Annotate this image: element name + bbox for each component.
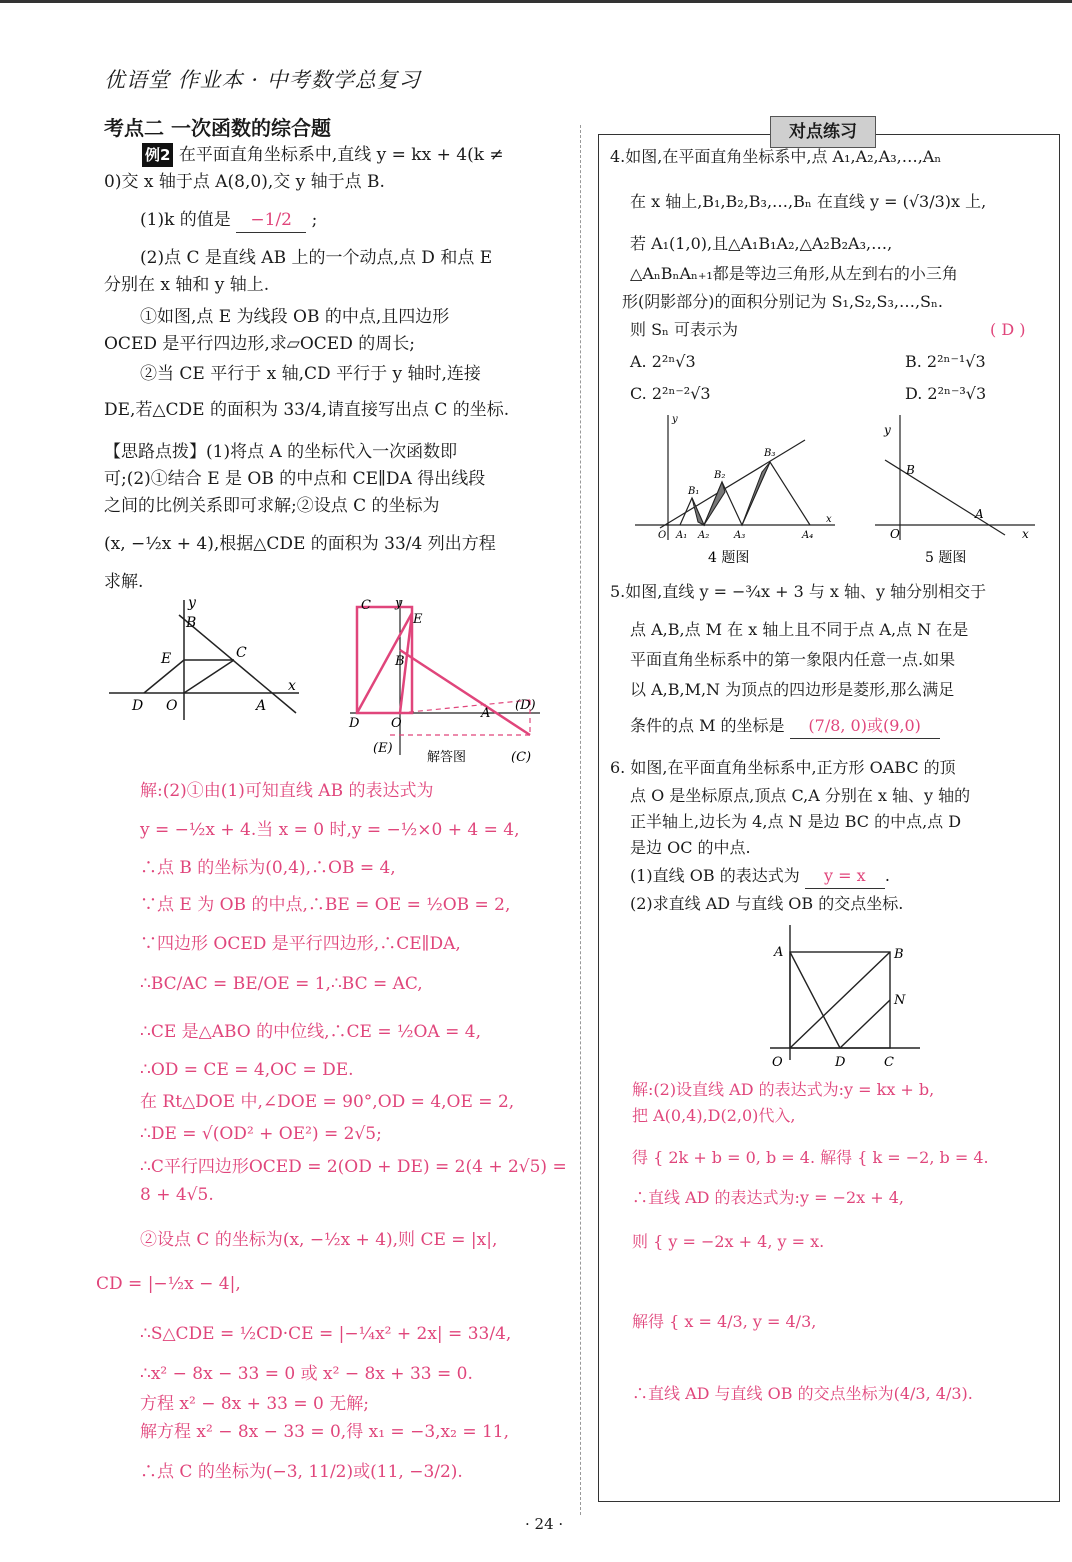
sol-line-6: ∴BC/AC = BE/OE = 1,∴BC = AC, xyxy=(140,974,423,994)
figure-5 xyxy=(870,410,1040,570)
svg-text:y: y xyxy=(884,423,891,437)
svg-text:B: B xyxy=(186,615,197,631)
svg-text:y: y xyxy=(188,595,196,611)
q4-line-6: 则 Sₙ 可表示为 xyxy=(630,320,739,339)
svg-text:D: D xyxy=(835,1055,846,1070)
q4-line-4: △AₙBₙAₙ₊₁都是等边三角形,从左到右的小三角 xyxy=(630,264,958,283)
page-header: 优语堂 作业本 · 中考数学总复习 xyxy=(104,68,421,92)
question-1 xyxy=(140,208,317,233)
figure-6 xyxy=(760,920,930,1070)
svg-text:O: O xyxy=(772,1055,783,1070)
svg-text:x: x xyxy=(1022,527,1029,541)
figure-4-caption: 4 题图 xyxy=(708,550,750,566)
q6-sub-1-prefix: (1)直线 OB 的表达式为 xyxy=(630,866,800,885)
svg-text:A₄: A₄ xyxy=(802,530,814,541)
q4-line-5: 形(阴影部分)的面积分别记为 S₁,S₂,S₃,…,Sₙ. xyxy=(622,292,944,311)
q4-option-b: B. 2²ⁿ⁻¹√3 xyxy=(905,352,986,371)
q5-line-5 xyxy=(630,714,940,739)
svg-text:O: O xyxy=(658,530,667,541)
svg-text:D: D xyxy=(132,698,144,714)
q4-option-a: A. 2²ⁿ√3 xyxy=(630,352,696,371)
sol-line-7: ∴CE 是△ABO 的中位线,∴CE = ½OA = 4, xyxy=(140,1022,481,1042)
svg-text:y: y xyxy=(395,596,403,611)
svg-text:C: C xyxy=(884,1055,894,1070)
q6-line-4: 是边 OC 的中点. xyxy=(630,838,751,857)
svg-text:O: O xyxy=(166,698,178,714)
sol-line-18: 解方程 x² − 8x − 33 = 0,得 x₁ = −3,x₂ = 11, xyxy=(140,1422,510,1442)
svg-text:B: B xyxy=(395,654,405,669)
svg-text:B: B xyxy=(906,463,915,477)
svg-text:E: E xyxy=(161,651,172,667)
question-2a-line-1: ①如图,点 E 为线段 OB 的中点,且四边形 xyxy=(140,307,450,327)
q6-line-1: 6. 如图,在平面直角坐标系中,正方形 OABC 的顶 xyxy=(610,758,956,777)
q6-line-2: 点 O 是坐标原点,顶点 C,A 分别在 x 轴、y 轴的 xyxy=(630,786,971,805)
example-text-1: 在平面直角坐标系中,直线 y = kx + 4(k ≠ xyxy=(178,145,504,165)
example-line-1 xyxy=(142,143,504,167)
q6-sub-1-answer: y = x xyxy=(805,864,885,889)
segment-oc xyxy=(184,660,234,693)
sol-line-1: 解:(2)①由(1)可知直线 AB 的表达式为 xyxy=(140,781,434,801)
q1-suffix: ; xyxy=(311,210,318,230)
svg-text:(D): (D) xyxy=(515,698,536,713)
q4-line-3: 若 A₁(1,0),且△A₁B₁A₂,△A₂B₂A₃,…, xyxy=(630,234,893,253)
svg-text:B₁: B₁ xyxy=(688,486,700,497)
q4-line-1: 4.如图,在平面直角坐标系中,点 A₁,A₂,A₃,…,Aₙ xyxy=(610,147,942,166)
svg-text:A₁: A₁ xyxy=(676,530,688,541)
svg-text:x: x xyxy=(288,678,296,694)
svg-text:E: E xyxy=(413,612,423,627)
answer-figure xyxy=(345,595,545,765)
svg-text:A₂: A₂ xyxy=(698,530,710,541)
q6-sol-5: 则 { y = −2x + 4, y = x. xyxy=(632,1232,825,1251)
q5-line-5-text: 条件的点 M 的坐标是 xyxy=(630,716,785,735)
sol-line-14: CD = |−½x − 4|, xyxy=(96,1274,241,1294)
q1-prefix: (1)k 的值是 xyxy=(140,210,231,230)
example-label: 例2 xyxy=(142,143,173,167)
q6-sol-2: 把 A(0,4),D(2,0)代入, xyxy=(632,1106,796,1125)
sol-line-2: y = −½x + 4.当 x = 0 时,y = −½×0 + 4 = 4, xyxy=(140,820,520,840)
q5-line-4: 以 A,B,M,N 为顶点的四边形是菱形,那么满足 xyxy=(630,680,955,699)
q6-sol-6: 解得 { x = 4/3, y = 4/3, xyxy=(632,1312,817,1331)
sol-line-17: 方程 x² − 8x + 33 = 0 无解; xyxy=(140,1394,369,1414)
svg-text:y: y xyxy=(672,414,678,425)
q6-sol-7: ∴直线 AD 与直线 OB 的交点坐标为(4/3, 4/3). xyxy=(632,1384,973,1403)
hint-line-3: 之间的比例关系即可求解;②设点 C 的坐标为 xyxy=(104,496,440,516)
svg-text:A₃: A₃ xyxy=(734,530,746,541)
svg-text:B₃: B₃ xyxy=(764,448,776,459)
answer-figure-caption: 解答图 xyxy=(427,750,467,765)
q4-answer: ( D ) xyxy=(990,320,1026,339)
q6-sol-4: ∴直线 AD 的表达式为:y = −2x + 4, xyxy=(632,1188,905,1207)
q6-sol-3: 得 { 2k + b = 0, b = 4. 解得 { k = −2, b = 4. xyxy=(632,1148,989,1167)
svg-text:O: O xyxy=(391,716,402,731)
q6-sub-2: (2)求直线 AD 与直线 OB 的交点坐标. xyxy=(630,894,904,913)
sol-line-16: ∴x² − 8x − 33 = 0 或 x² − 8x + 33 = 0. xyxy=(140,1364,473,1384)
practice-badge: 对点练习 xyxy=(770,116,876,148)
svg-text:A: A xyxy=(256,698,267,714)
section-title: 考点二 一次函数的综合题 xyxy=(104,116,331,140)
sol-line-15: ∴S△CDE = ½CD·CE = |−¼x² + 2x| = 33/4, xyxy=(140,1324,512,1344)
svg-text:C: C xyxy=(236,645,247,661)
q6-line-3: 正半轴上,边长为 4,点 N 是边 BC 的中点,点 D xyxy=(630,812,962,831)
svg-text:(E): (E) xyxy=(373,741,393,756)
sol-line-12: 8 + 4√5. xyxy=(140,1185,214,1205)
sol-line-19: ∴点 C 的坐标为(−3, 11/2)或(11, −3/2). xyxy=(140,1462,463,1482)
q4-option-d: D. 2²ⁿ⁻³√3 xyxy=(905,384,987,403)
q1-answer: −1/2 xyxy=(236,208,306,233)
q6-sub-1: (1)直线 OB 的表达式为 y = x . xyxy=(630,864,890,889)
figure-5-caption: 5 题图 xyxy=(925,550,967,566)
svg-text:(C): (C) xyxy=(511,750,532,765)
sol-line-11: ∴C平行四边形OCED = 2(OD + DE) = 2(4 + 2√5) = xyxy=(140,1157,567,1177)
hint-line-4: (x, −½x + 4),根据△CDE 的面积为 33/4 列出方程 xyxy=(104,534,496,554)
top-rule xyxy=(0,0,1072,3)
svg-text:N: N xyxy=(894,993,906,1008)
sol-line-9: 在 Rt△DOE 中,∠DOE = 90°,OD = 4,OE = 2, xyxy=(140,1092,515,1112)
svg-text:A: A xyxy=(774,945,784,960)
svg-text:x: x xyxy=(826,514,832,525)
svg-text:O: O xyxy=(890,527,900,541)
hint-line-2: 可;(2)①结合 E 是 OB 的中点和 CE∥DA 得出线段 xyxy=(104,469,486,489)
question-2-line-1: (2)点 C 是直线 AB 上的一个动点,点 D 和点 E xyxy=(140,248,493,268)
svg-text:A: A xyxy=(481,706,491,721)
svg-text:A: A xyxy=(975,507,984,521)
q5-line-3: 平面直角坐标系中的第一象限内任意一点.如果 xyxy=(630,650,956,669)
page-number: · 24 · xyxy=(525,1515,564,1533)
question-2b-line-1: ②当 CE 平行于 x 轴,CD 平行于 y 轴时,连接 xyxy=(140,364,481,384)
sol-line-3: ∴点 B 的坐标为(0,4),∴OB = 4, xyxy=(140,858,396,878)
q5-answer: (7/8, 0)或(9,0) xyxy=(790,714,940,739)
sol-line-10: ∴DE = √(OD² + OE²) = 2√5; xyxy=(140,1124,382,1144)
svg-text:B: B xyxy=(894,947,904,962)
sol-line-4: ∵点 E 为 OB 的中点,∴BE = OE = ½OB = 2, xyxy=(140,895,511,915)
q4-option-c: C. 2²ⁿ⁻²√3 xyxy=(630,384,711,403)
hint-line-5: 求解. xyxy=(104,572,144,592)
figure-4 xyxy=(630,410,840,570)
line-ab xyxy=(179,615,296,713)
example-figure xyxy=(104,595,304,725)
q5-line-2: 点 A,B,点 M 在 x 轴上且不同于点 A,点 N 在是 xyxy=(630,620,969,639)
sol-line-8: ∴OD = CE = 4,OC = DE. xyxy=(140,1060,354,1080)
svg-text:D: D xyxy=(349,716,360,731)
question-2a-line-2: OCED 是平行四边形,求▱OCED 的周长; xyxy=(104,334,415,354)
sol-line-13: ②设点 C 的坐标为(x, −½x + 4),则 CE = |x|, xyxy=(140,1230,498,1250)
svg-text:B₂: B₂ xyxy=(714,470,726,481)
q4-line-2: 在 x 轴上,B₁,B₂,B₃,…,Bₙ 在直线 y = (√3/3)x 上, xyxy=(630,192,987,211)
hint-line-1: 【思路点拨】(1)将点 A 的坐标代入一次函数即 xyxy=(104,442,458,462)
example-line-2: 0)交 x 轴于点 A(8,0),交 y 轴于点 B. xyxy=(104,172,385,192)
question-2-line-2: 分别在 x 轴和 y 轴上. xyxy=(104,275,270,295)
question-2b-line-2: DE,若△CDE 的面积为 33/4,请直接写出点 C 的坐标. xyxy=(104,400,510,420)
svg-text:C: C xyxy=(361,598,371,613)
q5-line-1: 5.如图,直线 y = −¾x + 3 与 x 轴、y 轴分别相交于 xyxy=(610,582,987,601)
column-divider xyxy=(580,125,582,1515)
q6-sol-1: 解:(2)设直线 AD 的表达式为:y = kx + b, xyxy=(632,1080,935,1099)
sol-line-5: ∵四边形 OCED 是平行四边形,∴CE∥DA, xyxy=(140,934,461,954)
